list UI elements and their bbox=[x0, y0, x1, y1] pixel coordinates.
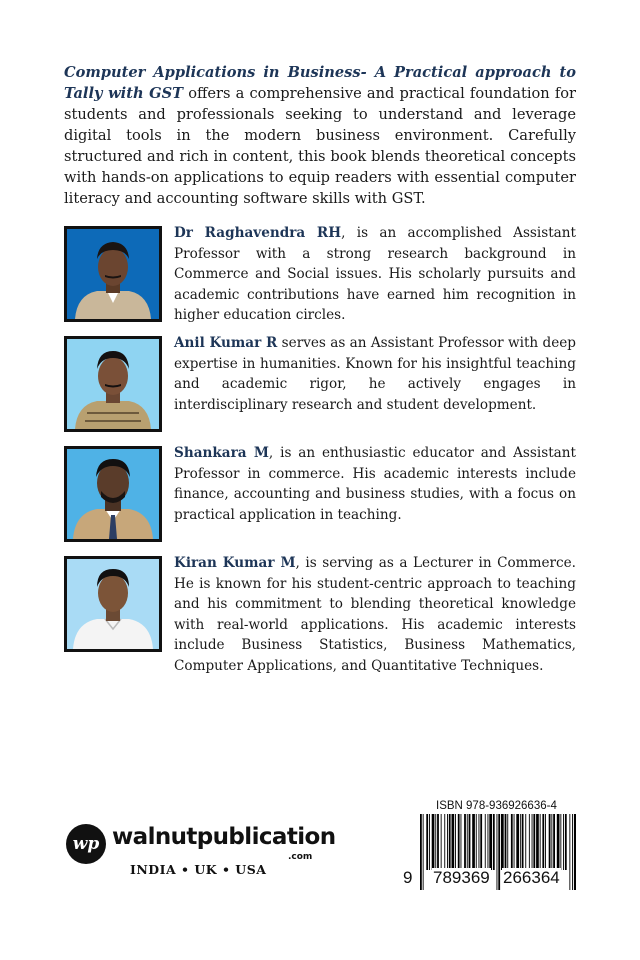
isbn-barcode bbox=[403, 800, 576, 896]
author-name: Shankara M bbox=[174, 445, 269, 461]
author-photo bbox=[64, 336, 162, 432]
author-bio-text: serves as an Assistant Professor with deep expertise in humanities. Known for his insightful teaching and academic rigor, he actively engages in interdisciplinary research and student development. bbox=[174, 335, 576, 413]
publisher-regions: INDIA • UK • USA bbox=[130, 862, 267, 877]
barcode-digits-left: 789369 bbox=[433, 868, 490, 887]
book-description-text: offers a comprehensive and practical foundation for students and professionals seeking to understand and leverage digital tools in the modern business environment. Carefully structured and rich in content, this book blends theoretical concepts with hands-on applications to equip readers with essential computer literacy and accounting software skills with GST. bbox=[64, 85, 576, 207]
author-name: Anil Kumar R bbox=[174, 335, 278, 351]
author-bio bbox=[174, 333, 576, 415]
author-bio-text: , is an accomplished Assistant Professor with a strong research background in Commerce and Social issues. His scholarly pursuits and academic contributions have earned him recognition in higher education circles. bbox=[174, 225, 577, 323]
author-bio bbox=[174, 553, 576, 676]
barcode-digit-first: 9 bbox=[403, 868, 413, 887]
author-bio bbox=[174, 223, 576, 326]
author-entry-2 bbox=[64, 336, 576, 436]
author-bio bbox=[174, 443, 576, 525]
author-name: Kiran Kumar M bbox=[174, 555, 296, 571]
author-bio-text: , is an enthusiastic educator and Assistant Professor in commerce. His academic interests include finance, accounting and business studies, with a focus on practical application in teaching. bbox=[174, 445, 576, 523]
author-photo bbox=[64, 556, 162, 652]
isbn-label: ISBN 978-936926636-4 bbox=[436, 800, 557, 812]
barcode-digits-right: 266364 bbox=[503, 868, 560, 887]
walnut-logo-icon: wp bbox=[66, 824, 106, 864]
author-photo bbox=[64, 446, 162, 542]
publisher-logo bbox=[66, 820, 336, 890]
author-photo bbox=[64, 226, 162, 322]
author-entry-4 bbox=[64, 555, 576, 674]
publisher-domain: .com bbox=[288, 852, 313, 862]
book-description bbox=[64, 62, 576, 209]
author-entry-3 bbox=[64, 446, 576, 546]
author-entry-1 bbox=[64, 226, 576, 326]
author-bio-text: , is serving as a Lecturer in Commerce. He is known for his student-centric approach to teaching and his commitment to blending theoretical knowledge with real-world applications. His academic interests include Business Statistics, Business Mathematics, Computer Applications, and Quantitative Techniques. bbox=[174, 555, 576, 674]
book-title: Computer Applications in Business- A Practical approach to Tally with GST bbox=[64, 64, 576, 102]
author-name: Dr Raghavendra RH bbox=[174, 225, 342, 241]
publisher-name: walnutpublication bbox=[112, 824, 336, 850]
